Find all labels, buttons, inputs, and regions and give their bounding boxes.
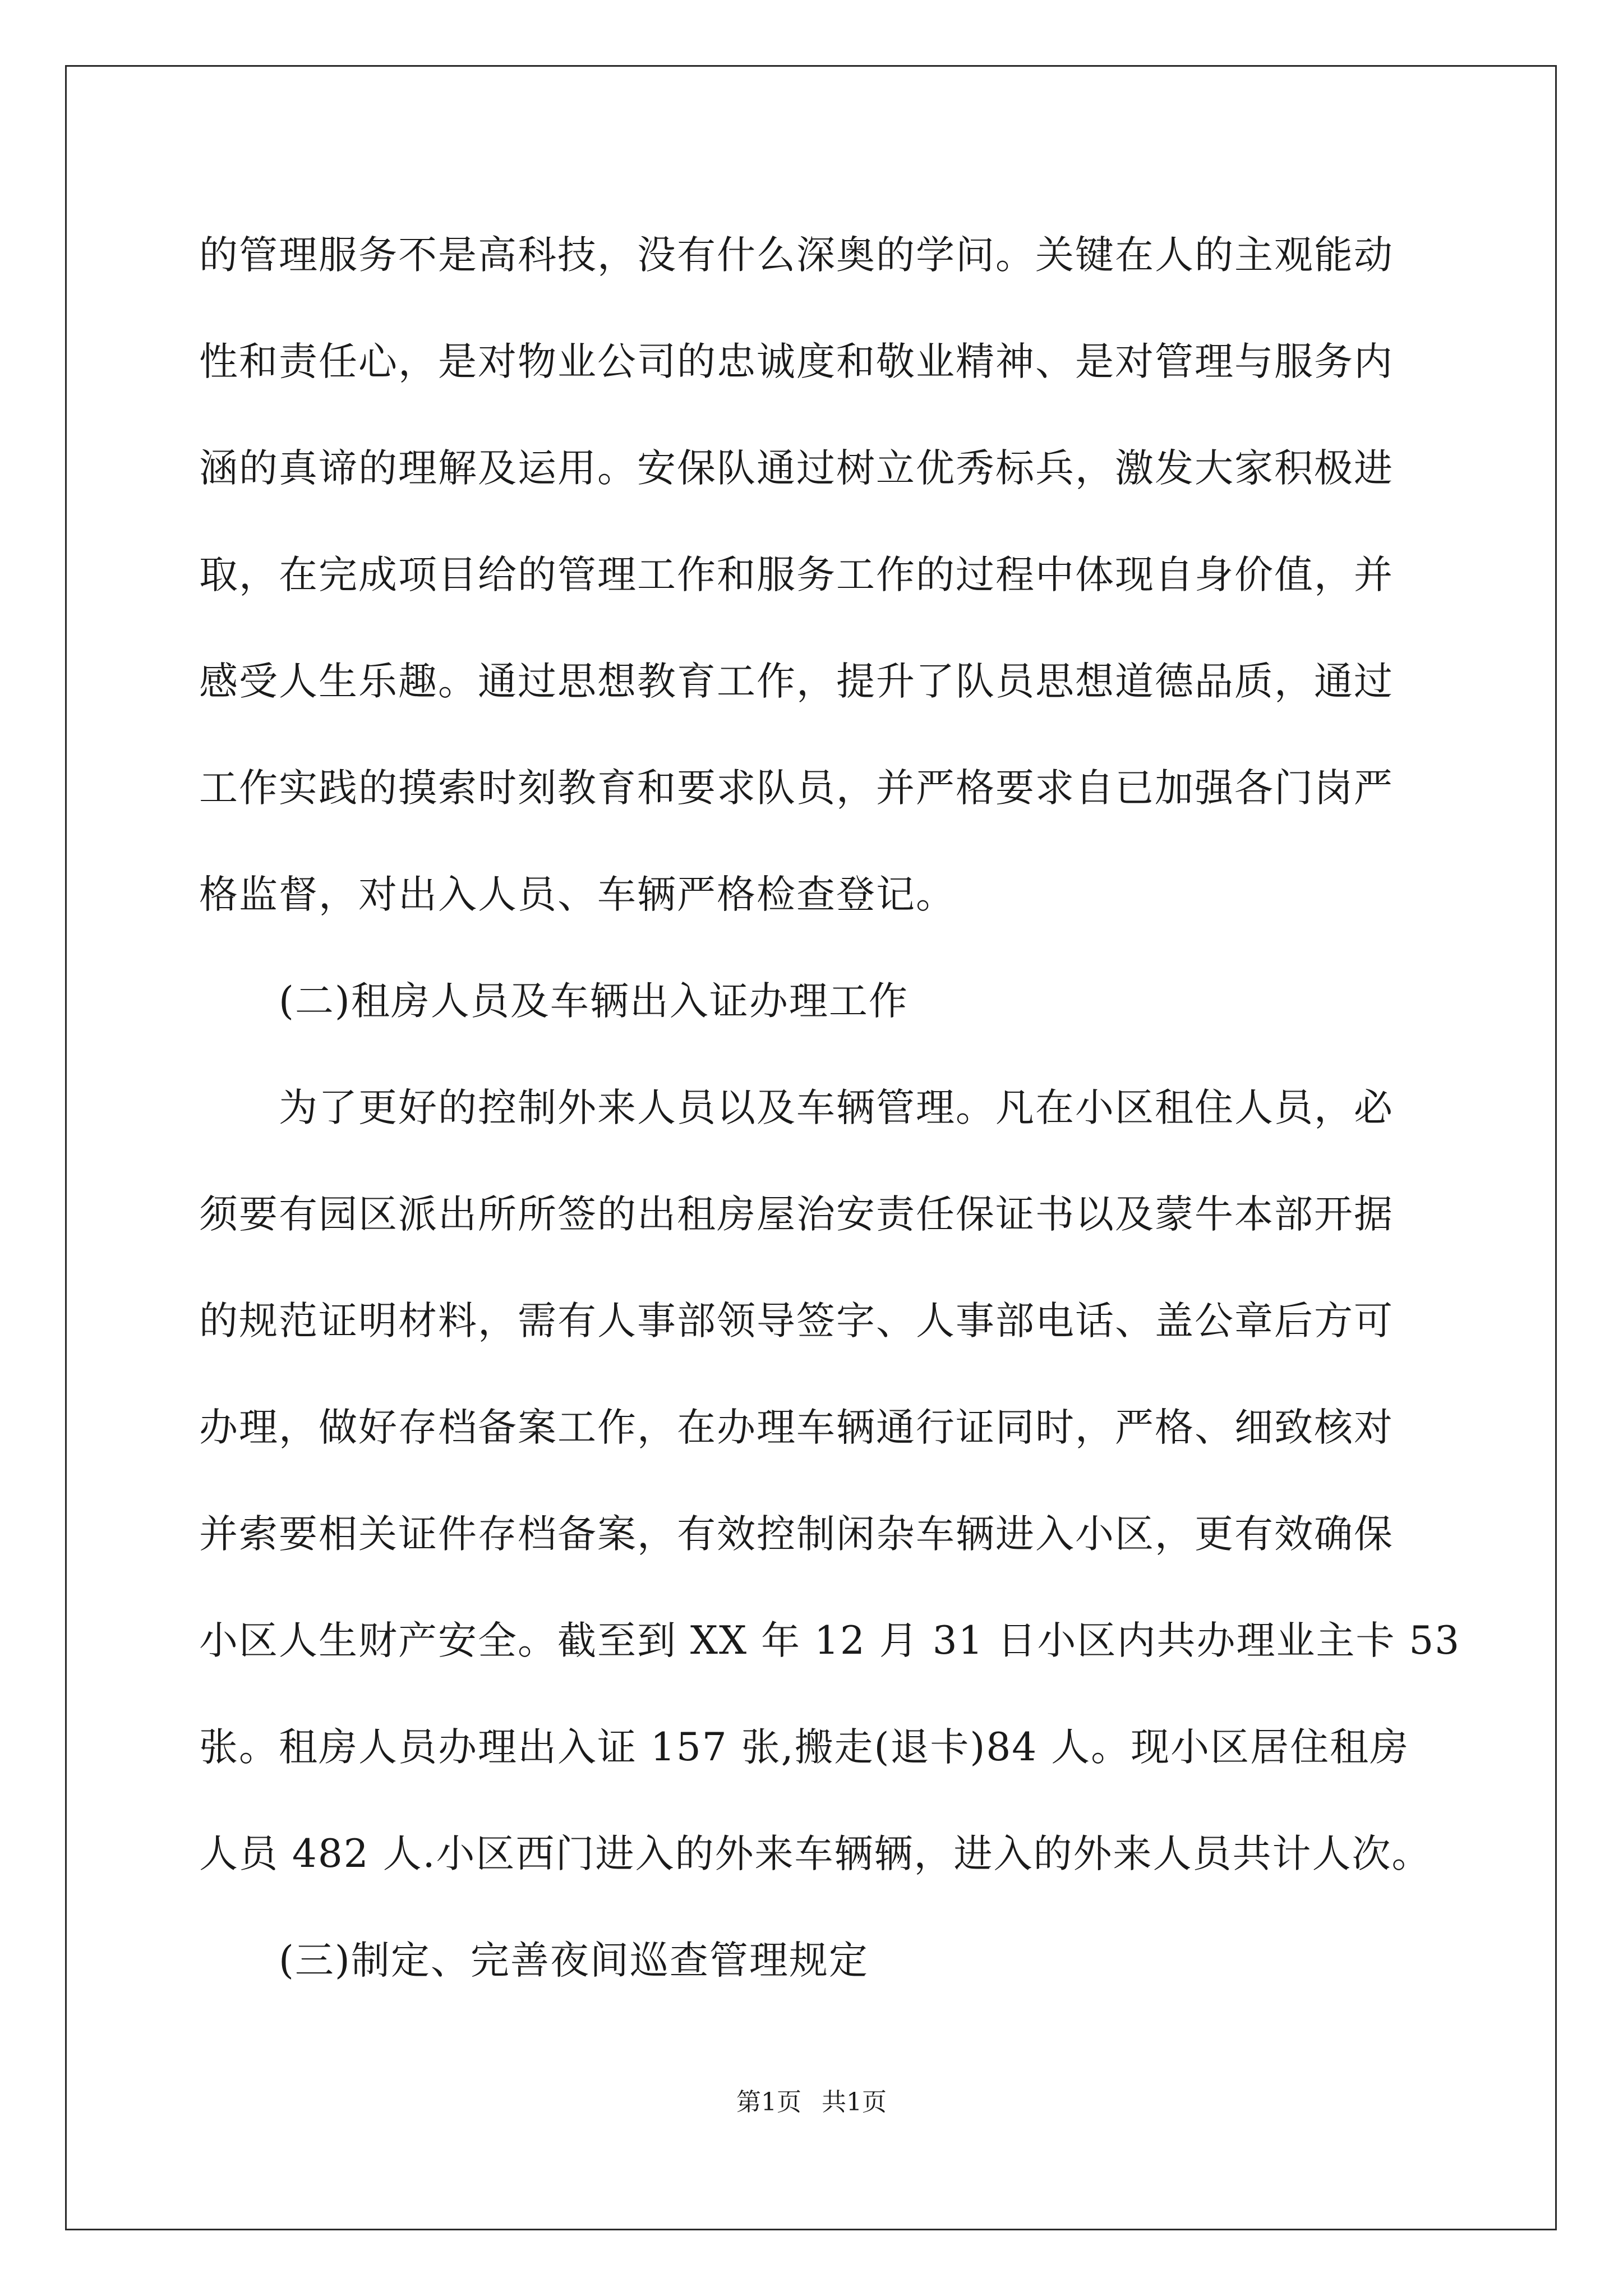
body-line: 张。租房人员办理出入证 157 张,搬走(退卡)84 人。现小区居住租房 [199,1725,1410,1770]
body-line: 性和责任心，是对物业公司的忠诚度和敬业精神、是对管理与服务内 [199,339,1394,384]
body-line: 的规范证明材料，需有人事部领导签字、人事部电话、盖公章后方可 [199,1299,1394,1343]
section-heading-2: (二)租房人员及车辆出入证办理工作 [279,979,909,1024]
page-footer [0,2086,1623,2119]
body-line: 感受人生乐趣。通过思想教育工作，提升了队员思想道德品质，通过 [199,659,1394,704]
body-line: 须要有园区派出所所签的出租房屋治安责任保证书以及蒙牛本部开据 [199,1192,1394,1237]
body-line: 为了更好的控制外来人员以及车辆管理。凡在小区租住人员，必 [279,1085,1394,1130]
body-line: 格监督，对出入人员、车辆严格检查登记。 [199,872,956,917]
section-heading-3: (三)制定、完善夜间巡查管理规定 [279,1938,869,1983]
body-line: 涵的真谛的理解及运用。安保队通过树立优秀标兵，激发大家积极进 [199,446,1394,491]
document-body [199,202,1461,2014]
body-line: 人员 482 人.小区西门进入的外来车辆辆，进入的外来人员共计人次。 [199,1832,1432,1876]
body-line: 并索要相关证件存档备案，有效控制闲杂车辆进入小区，更有效确保 [199,1512,1394,1557]
body-line: 小区人生财产安全。截至到 XX 年 12 月 31 日小区内共办理业主卡 53 [199,1618,1461,1663]
body-line: 办理，做好存档备案工作，在办理车辆通行证同时，严格、细致核对 [199,1405,1394,1450]
body-line: 取，在完成项目给的管理工作和服务工作的过程中体现自身价值，并 [199,553,1394,597]
page-number: 第1页 [736,2088,801,2116]
body-line: 的管理服务不是高科技，没有什么深奥的学问。关键在人的主观能动 [199,233,1394,278]
page-total: 共1页 [822,2088,887,2116]
body-line: 工作实践的摸索时刻教育和要求队员，并严格要求自已加强各门岗严 [199,766,1394,811]
